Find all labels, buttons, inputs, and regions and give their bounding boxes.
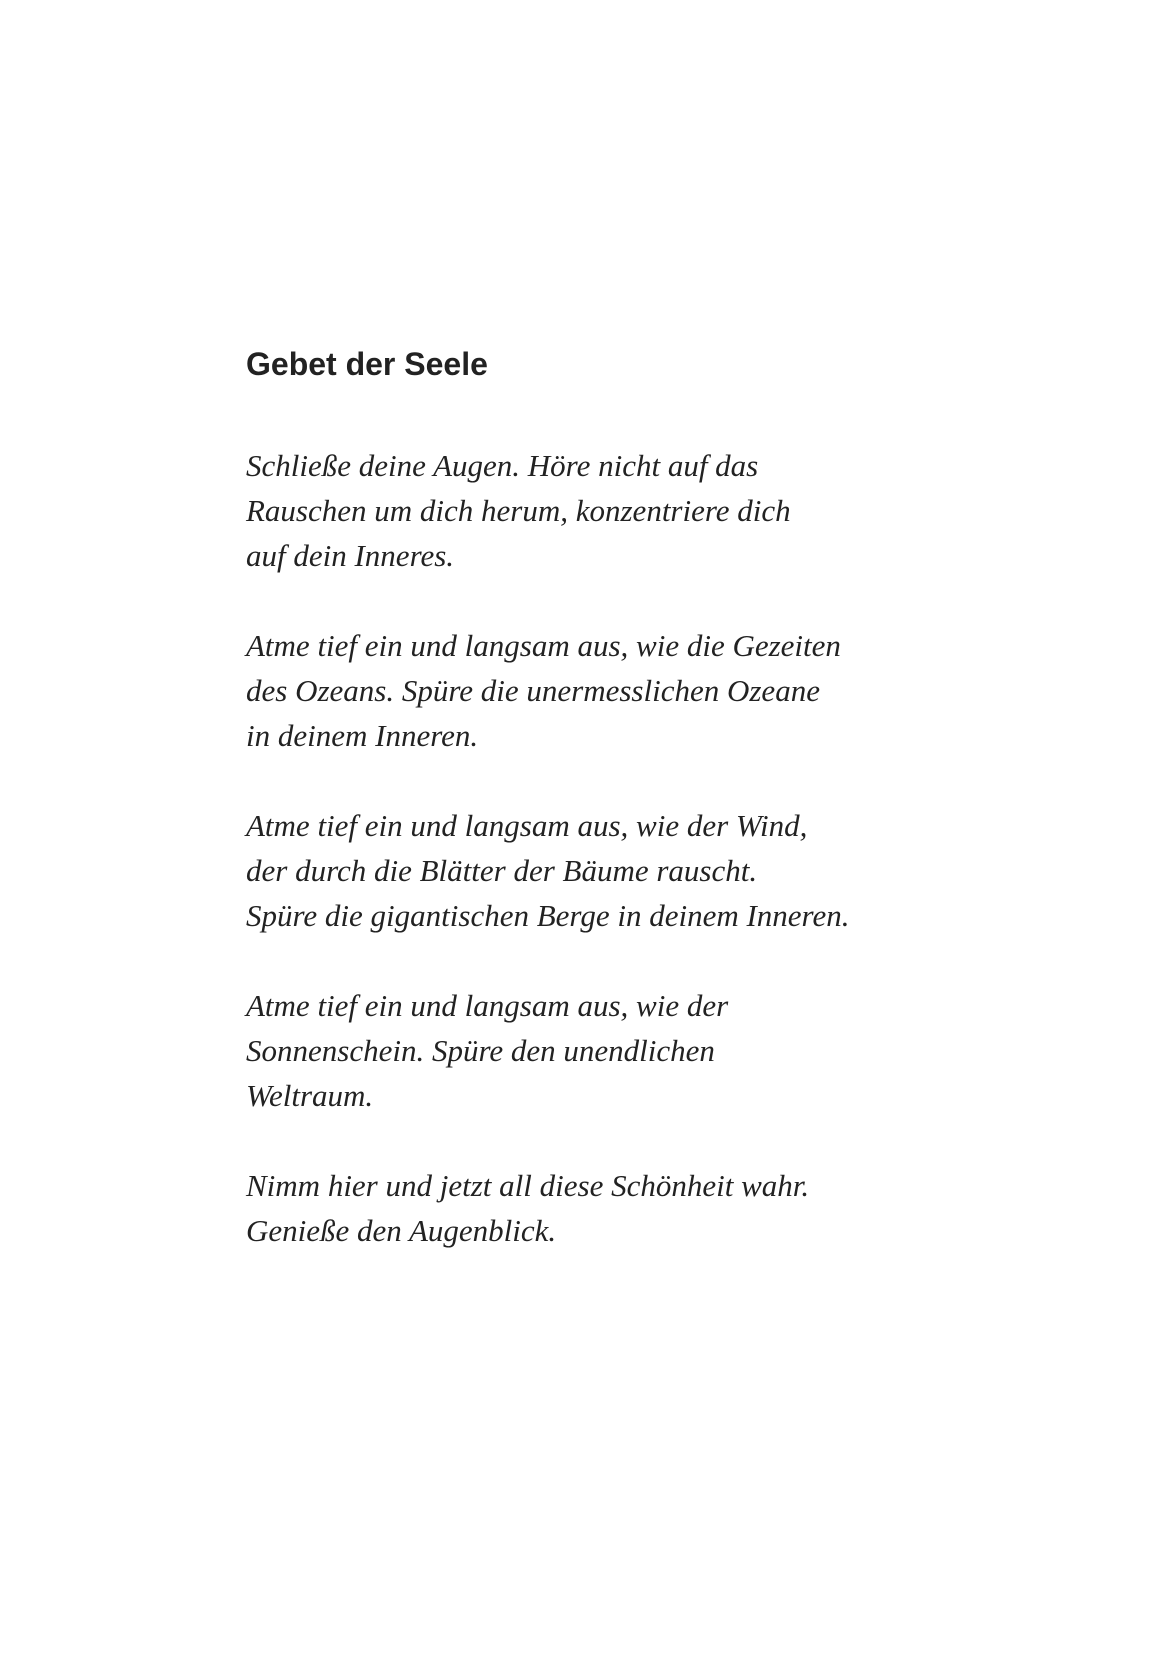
poem-line: des Ozeans. Spüre die unermesslichen Ozeane [246, 673, 820, 708]
stanza-2 [246, 623, 1006, 758]
stanza-5 [246, 1163, 1006, 1253]
poem-line: Weltraum. [246, 1078, 374, 1113]
poem-line: Nimm hier und jetzt all diese Schönheit wahr. [246, 1168, 810, 1203]
poem-line: Sonnenschein. Spüre den unendlichen [246, 1033, 715, 1068]
poem-line: Spüre die gigantischen Berge in deinem Inneren. [246, 898, 850, 933]
poem-line: Atme tief ein und langsam aus, wie die Gezeiten [246, 628, 841, 663]
stanza-1 [246, 443, 1006, 578]
poem-line: Atme tief ein und langsam aus, wie der [246, 988, 729, 1023]
poem-line: in deinem Inneren. [246, 718, 479, 753]
poem-line: der durch die Blätter der Bäume rauscht. [246, 853, 758, 888]
poem-line: Genieße den Augenblick. [246, 1213, 557, 1248]
poem-line: Atme tief ein und langsam aus, wie der Wind, [246, 808, 808, 843]
poem-line: Rauschen um dich herum, konzentriere dich [246, 493, 791, 528]
stanza-4 [246, 983, 1006, 1118]
poem-line: auf dein Inneres. [246, 538, 455, 573]
page-title: Gebet der Seele [246, 346, 488, 382]
poem-body [246, 443, 1006, 1298]
poem-line: Schließe deine Augen. Höre nicht auf das [246, 448, 759, 483]
stanza-3 [246, 803, 1006, 938]
